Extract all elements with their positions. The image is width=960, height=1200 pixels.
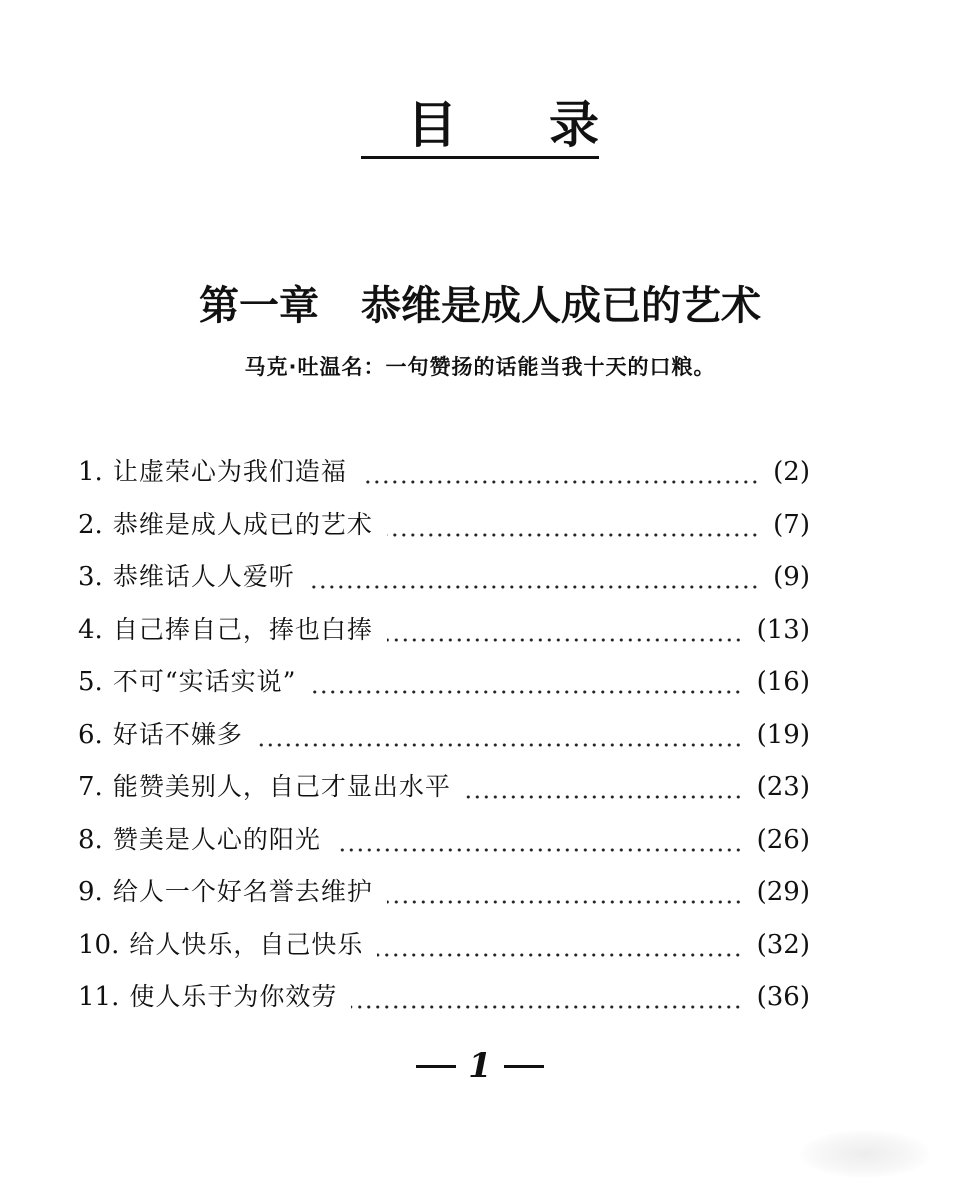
toc-entry-number: 5.: [78, 667, 103, 697]
toc-entry-number: 2.: [78, 509, 103, 540]
toc-leader-dots: [387, 898, 743, 906]
toc-heading-char: 录: [549, 95, 599, 154]
toc-entry-number: 3.: [78, 562, 103, 592]
toc-entry-title: 恭维话人人爱听: [112, 562, 295, 591]
toc-heading: [0, 96, 960, 159]
toc-entry[interactable]: [78, 870, 810, 923]
toc-entry-title: 不可“实话实说”: [112, 667, 297, 696]
toc-heading-text: [361, 96, 599, 159]
toc-entry[interactable]: [78, 923, 810, 976]
toc-entry-page: (2): [773, 457, 810, 487]
toc-entry-title: 自己捧自己，捧也白捧: [112, 614, 373, 644]
page-number-dash-right: [504, 1065, 544, 1068]
toc-heading-char: 目: [407, 95, 457, 154]
toc-entry-page: (7): [773, 509, 810, 540]
toc-entry-title: 给人一个好名誉去维护: [112, 877, 373, 906]
page-number-value: 1: [468, 1046, 492, 1086]
toc-entry-page: (36): [756, 982, 810, 1012]
toc-leader-dots: [309, 583, 759, 591]
toc-entry-number: 9.: [78, 877, 103, 907]
toc-entry-title: 给人快乐，自己快乐: [129, 929, 364, 959]
chapter-label: 第一章: [199, 283, 319, 329]
toc-entry-number: 1.: [78, 457, 103, 487]
toc-entry[interactable]: [78, 555, 810, 608]
toc-leader-dots: [465, 793, 743, 801]
toc-entry-title: 使人乐于为你效劳: [129, 982, 338, 1011]
toc-leader-dots: [387, 531, 759, 539]
toc-list: [78, 450, 810, 1028]
toc-leader-dots: [377, 951, 742, 959]
chapter-title: [0, 280, 960, 332]
toc-entry-title: 让虚荣心为我们造福: [112, 457, 347, 486]
page-number-dash-left: [416, 1065, 456, 1068]
toc-entry[interactable]: [78, 713, 810, 766]
toc-entry[interactable]: [78, 765, 810, 818]
toc-leader-dots: [335, 846, 743, 854]
toc-entry[interactable]: [78, 608, 810, 661]
toc-entry-title: 恭维是成人成已的艺术: [112, 509, 373, 539]
toc-entry-number: 11.: [78, 982, 120, 1012]
toc-leader-dots: [387, 636, 743, 644]
toc-leader-dots: [257, 741, 743, 749]
toc-entry-number: 7.: [78, 772, 103, 802]
toc-entry-page: (16): [756, 667, 810, 697]
toc-entry-number: 6.: [78, 719, 103, 750]
toc-entry-number: 8.: [78, 824, 103, 855]
toc-entry[interactable]: [78, 503, 810, 556]
toc-entry-number: 4.: [78, 614, 103, 645]
toc-entry-page: (19): [756, 719, 810, 750]
toc-entry-page: (32): [756, 929, 810, 960]
toc-entry-page: (26): [756, 824, 810, 855]
toc-entry-title: 好话不嫌多: [112, 719, 243, 749]
toc-entry[interactable]: [78, 818, 810, 871]
toc-entry-title: 赞美是人心的阳光: [112, 824, 321, 854]
toc-entry-title: 能赞美别人，自己才显出水平: [112, 772, 451, 801]
toc-leader-dots: [361, 478, 759, 486]
toc-entry-number: 10.: [78, 929, 120, 960]
toc-entry[interactable]: [78, 450, 810, 503]
toc-entry[interactable]: [78, 660, 810, 713]
toc-entry-page: (13): [756, 614, 810, 645]
toc-entry-page: (9): [773, 562, 810, 592]
chapter-epigraph: 马克·吐温名：一句赞扬的话能当我十天的口粮。: [244, 355, 716, 379]
toc-entry-page: (29): [756, 877, 810, 907]
toc-leader-dots: [351, 1003, 742, 1011]
toc-entry-page: (23): [756, 772, 810, 802]
scan-shadow: [800, 1130, 930, 1178]
toc-leader-dots: [310, 688, 742, 696]
chapter-name: 恭维是成人成已的艺术: [361, 283, 761, 329]
toc-entry[interactable]: [78, 975, 810, 1028]
page-number: [0, 1044, 960, 1088]
